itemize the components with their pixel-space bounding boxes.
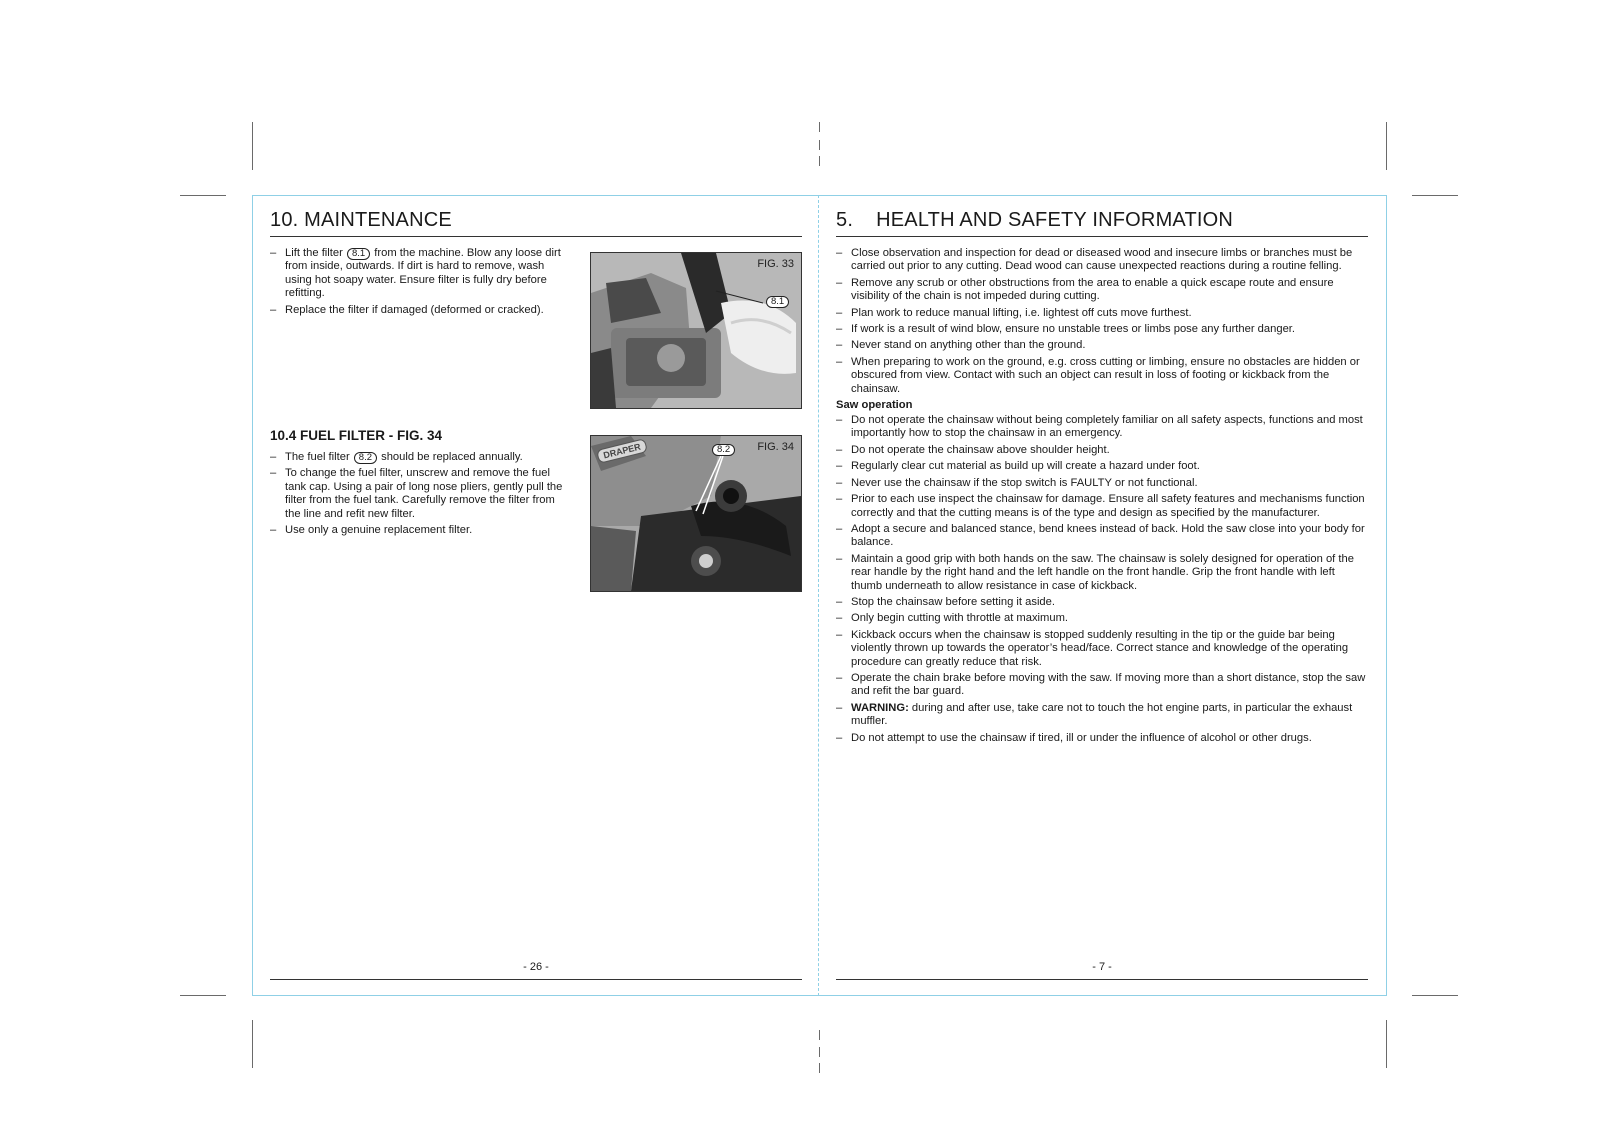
list-item: – Replace the filter if damaged (deformed or cracked). <box>270 304 570 317</box>
crop-mark <box>1412 995 1458 996</box>
list-item: – Do not operate the chainsaw without being completely familiar on all safety aspects, functions and most importantly how to stop the chainsaw in an emergency. <box>836 414 1368 441</box>
filter-bullets <box>270 247 570 320</box>
fig34-callout: 8.2 <box>712 444 735 456</box>
list-item: – Maintain a good grip with both hands on the saw. The chainsaw is solely designed for operation of the rear handle by the right hand and the left handle on the front handle. Grip the front handle with left thumb underneath to allow resistance in case of kickback. <box>836 553 1368 593</box>
list-item: – Never stand on anything other than the ground. <box>836 339 1368 352</box>
list-item: – Never use the chainsaw if the stop switch is FAULTY or not functional. <box>836 477 1368 490</box>
center-mark <box>819 156 820 166</box>
crop-mark <box>1412 195 1458 196</box>
bullet-text: The fuel filter <box>285 451 353 463</box>
fig34-label: FIG. 34 <box>757 441 794 453</box>
page-title: 10. MAINTENANCE <box>270 209 802 237</box>
list-item: – To change the fuel filter, unscrew and remove the fuel tank cap. Using a pair of long nose pliers, gently pull the filter from the fuel tank. Carefully remove the filter from the line and refit new filter. <box>270 467 570 521</box>
list-item: – If work is a result of wind blow, ensure no unstable trees or limbs pose any further danger. <box>836 323 1368 336</box>
crop-mark <box>252 122 253 170</box>
warning-label: WARNING: <box>851 701 909 714</box>
page-title: 5. HEALTH AND SAFETY INFORMATION <box>836 209 1368 237</box>
saw-operation-heading: Saw operation <box>836 399 913 412</box>
list-item: – Prior to each use inspect the chainsaw for damage. Ensure all safety features and mechanisms function correctly and that the cutting means is of the type and design as specified by the manufacturer. <box>836 493 1368 520</box>
list-item <box>270 451 570 464</box>
center-mark <box>819 122 820 132</box>
list-item: – Use only a genuine replacement filter. <box>270 524 570 537</box>
center-mark <box>819 140 820 150</box>
crop-mark <box>180 195 226 196</box>
safety-content <box>836 247 1368 748</box>
list-item: – Kickback occurs when the chainsaw is stopped suddenly resulting in the tip or the guide bar being violently thrown up towards the operator’s head/face. Correct stance and knowledge of the operating procedure can greatly reduce that risk. <box>836 629 1368 669</box>
list-item: – Stop the chainsaw before setting it aside. <box>836 596 1368 609</box>
callout-8-1: 8.1 <box>347 248 370 260</box>
warning-text: during and after use, take care not to touch the hot engine parts, in particular the exhaust muffler. <box>851 701 1353 728</box>
list-item: – Plan work to reduce manual lifting, i.e. lightest off cuts move furthest. <box>836 307 1368 320</box>
crop-mark <box>1386 1020 1387 1068</box>
page-number: - 26 - <box>270 961 802 980</box>
bullet-text: should be replaced annually. <box>378 451 523 463</box>
crop-mark <box>180 995 226 996</box>
page-number: - 7 - <box>836 961 1368 980</box>
brand-logo: DRAPER <box>596 438 648 464</box>
list-item: – Do not attempt to use the chainsaw if tired, ill or under the influence of alcohol or other drugs. <box>836 732 1368 745</box>
left-page <box>270 195 802 996</box>
section-heading-fuel-filter: 10.4 FUEL FILTER - FIG. 34 <box>270 428 443 443</box>
warning-item <box>836 702 1368 729</box>
crop-mark <box>1386 122 1387 170</box>
list-item: – When preparing to work on the ground, e.g. cross cutting or limbing, ensure no obstacles are hidden or obscured from view. Contact with such an object can result in loss of footing or kickback from the chainsaw. <box>836 356 1368 396</box>
list-item: – Only begin cutting with throttle at maximum. <box>836 612 1368 625</box>
fold-line <box>818 195 819 996</box>
fig34-photo <box>591 436 801 591</box>
list-item: – Do not operate the chainsaw above shoulder height. <box>836 444 1368 457</box>
center-mark <box>819 1047 820 1057</box>
crop-mark <box>252 1020 253 1068</box>
fig33-photo <box>591 253 801 408</box>
fig33-label: FIG. 33 <box>757 258 794 270</box>
list-item: – Close observation and inspection for dead or diseased wood and insecure limbs or branches must be carried out prior to any cutting. Dead wood can cause unexpected reactions during a routine felling. <box>836 247 1368 274</box>
list-item <box>270 247 570 301</box>
bullet-text: Lift the filter <box>285 247 346 259</box>
list-item: – Regularly clear cut material as build up will create a hazard under foot. <box>836 460 1368 473</box>
bullet-text: from the machine. Blow any loose dirt from inside, outwards. If dirt is hard to remove, wash using hot soapy water. Ensure filter is fully dry before refitting. <box>285 247 561 300</box>
list-item: – Remove any scrub or other obstructions from the area to enable a quick escape route and ensure visibility of the chain is not impeded during cutting. <box>836 277 1368 304</box>
right-page <box>836 195 1368 996</box>
center-mark <box>819 1063 820 1073</box>
fig33-callout: 8.1 <box>766 296 789 308</box>
safety-bullets <box>836 247 1368 396</box>
saw-operation-bullets <box>836 414 1368 745</box>
figure-33 <box>590 252 802 409</box>
figure-34 <box>590 435 802 592</box>
center-mark <box>819 1030 820 1040</box>
list-item: – Operate the chain brake before moving with the saw. If moving more than a short distance, stop the saw and refit the bar guard. <box>836 672 1368 699</box>
fuel-filter-bullets <box>270 451 570 540</box>
callout-8-2: 8.2 <box>354 452 377 464</box>
list-item: – Adopt a secure and balanced stance, bend knees instead of back. Hold the saw close into your body for balance. <box>836 523 1368 550</box>
